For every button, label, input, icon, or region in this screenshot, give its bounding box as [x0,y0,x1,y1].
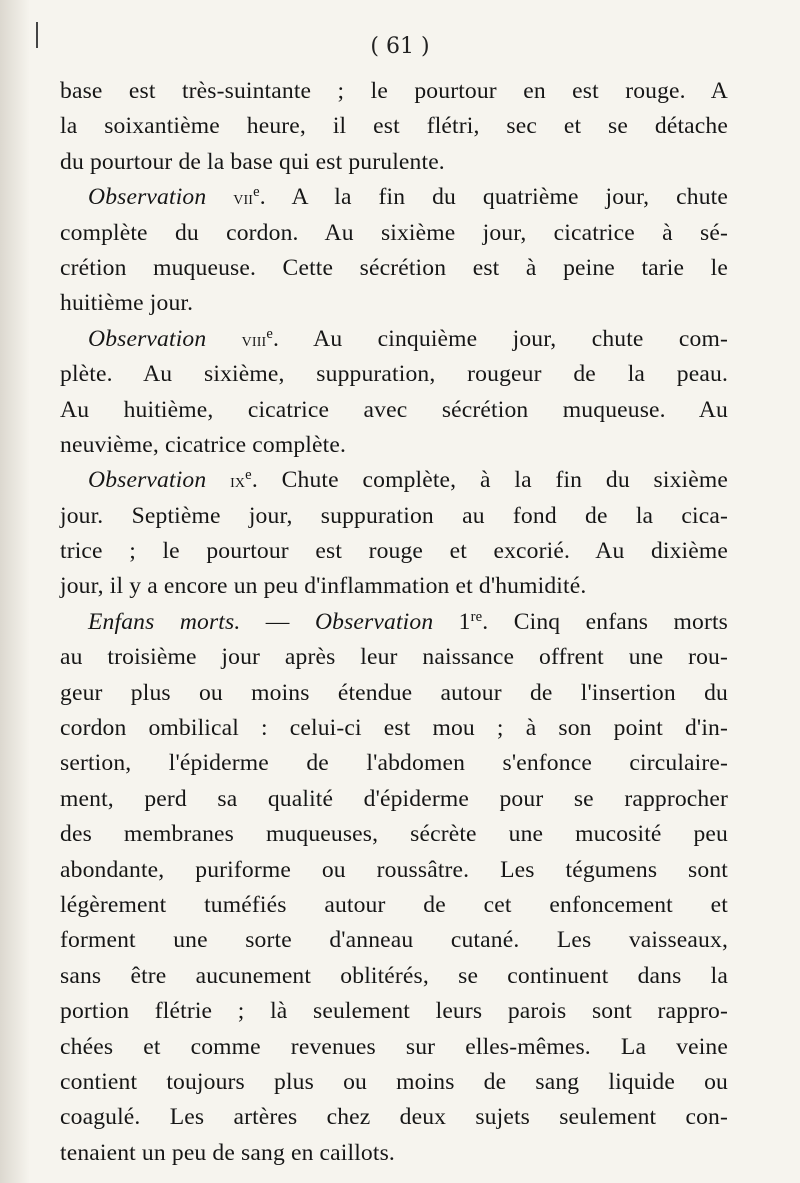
text-line: base est très-suintante ; le pourtour en est rouge. A [60,78,728,104]
observation-label: Observation [314,608,434,635]
text-line: ment, perd sa qualité d'épiderme pour se rapprocher [60,785,728,812]
first-line-text: . Au cinquième jour, chute com- [273,325,728,352]
paragraph-observation-8 [60,322,728,464]
first-line-text: . Chute complète, à la fin du sixième [251,467,728,494]
ordinal-suffix: e [245,467,252,484]
first-line-text: . A la fin du quatrième jour, chute [259,184,728,211]
page-number: ( 61 ) [370,34,430,59]
text-line: abondante, puriforme ou roussâtre. Les tégumens sont [60,856,728,883]
text-line: des membranes muqueuses, sécrète une mucosité peu [60,821,728,848]
paragraph-observation-9 [60,463,728,605]
observation-numeral: viii [241,329,267,351]
paragraph-observation-7 [60,180,728,322]
text-line: chées et comme revenues sur elles-mêmes. La veine [60,1033,728,1060]
observation-label: Observation [88,184,207,211]
text-line: trice ; le pourtour est rouge et excorié. Au dixième [60,538,728,565]
text-line: forment une sorte d'anneau cutané. Les vaisseaux, [60,927,728,954]
text-line: au troisième jour après leur naissance offrent une rou- [60,644,728,671]
text-line: jour. Septième jour, suppuration au fond de la cica- [60,502,728,529]
section-lead: Enfans morts. [88,608,241,635]
text-line: Au huitième, cicatrice avec sécrétion muqueuse. Au [60,396,728,423]
text-line [60,322,728,357]
paragraph-dead-infants-observation-1 [60,605,728,1171]
text-line [60,180,728,215]
page-gutter-shadow [0,0,30,1183]
page-body-text [60,74,728,1171]
paragraph-1 [60,74,728,180]
observation-numeral: 1 [433,608,471,635]
observation-numeral: ix [230,471,246,493]
text-line [60,463,728,498]
text-line: huitième jour. [60,290,194,317]
text-line: la soixantième heure, il est flétri, sec et se détache [60,113,728,140]
ordinal-suffix: e [266,325,274,342]
text-line: geur plus ou moins étendue autour de l'insertion du [60,679,728,706]
text-line: du pourtour de la base qui est purulente. [60,148,445,175]
ordinal-suffix: re [470,608,483,625]
ordinal-suffix: e [253,184,260,201]
first-line-text: . Cinq enfans morts [482,608,729,635]
text-line: tenaient un peu de sang en caillots. [60,1139,395,1166]
text-line: neuvième, cicatrice complète. [60,431,347,458]
text-line: portion flétrie ; là seulement leurs parois sont rappro- [60,998,728,1025]
text-line: crétion muqueuse. Cette sécrétion est à peine tarie le [60,254,728,281]
text-line: plète. Au sixième, suppuration, rougeur de la peau. [60,361,728,388]
text-line: jour, il y a encore un peu d'inflammation et d'humidité. [60,573,587,600]
observation-label: Observation [88,467,207,494]
text-line: légèrement tuméfiés autour de cet enfoncement et [60,891,728,918]
text-line: complète du cordon. Au sixième jour, cicatrice à sé- [60,219,728,246]
text-line: sans être aucunement oblitérés, se continuent dans la [60,962,728,989]
text-line: sertion, l'épiderme de l'abdomen s'enfonce circulaire- [60,750,728,777]
text-line [60,605,728,640]
em-dash: — [240,608,315,635]
observation-numeral: vii [233,188,254,210]
text-line: cordon ombilical : celui-ci est mou ; à son point d'in- [60,715,728,742]
observation-label: Observation [88,325,207,352]
text-line: contient toujours plus ou moins de sang liquide ou [60,1068,728,1095]
text-line: coagulé. Les artères chez deux sujets seulement con- [60,1104,728,1131]
